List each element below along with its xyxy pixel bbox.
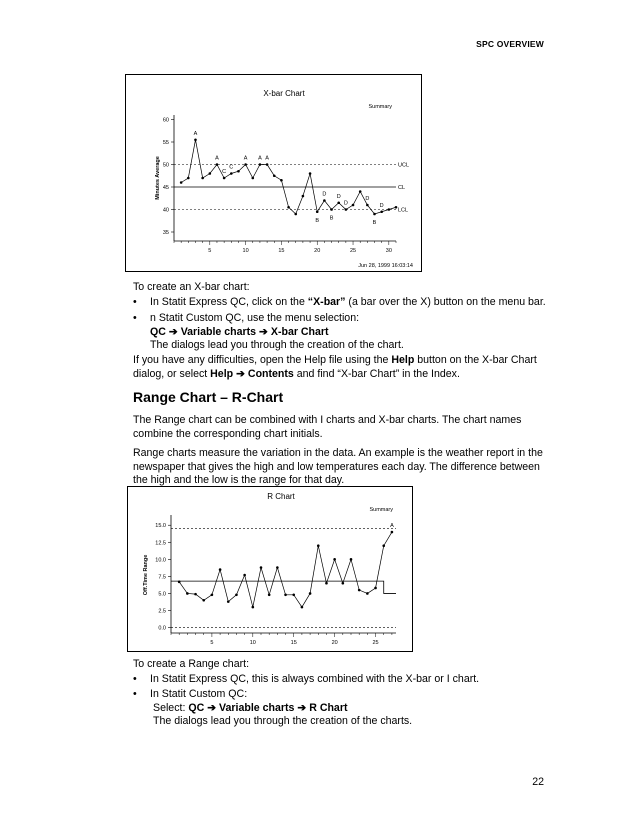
- data-point: [223, 177, 226, 180]
- xbar-bullet-2-text: n Statit Custom QC, use the menu selection:: [150, 312, 360, 324]
- help-text-2: button on the X-bar Chart: [414, 354, 537, 366]
- xbar-ylabel: Minutes Average: [155, 156, 161, 200]
- arrow-icon: ➔: [207, 701, 217, 714]
- data-point: [316, 210, 319, 213]
- y-tick-label: 55: [162, 140, 169, 146]
- point-annotation: B: [329, 215, 334, 222]
- data-point: [273, 174, 276, 177]
- data-point: [227, 600, 230, 603]
- data-point: [244, 163, 247, 166]
- y-tick-label: 40: [162, 207, 169, 214]
- data-point: [194, 593, 197, 596]
- point-annotation: D: [336, 193, 341, 200]
- data-point: [251, 177, 254, 180]
- range-paragraph-2: [133, 447, 573, 488]
- bullet-icon: •: [133, 688, 137, 700]
- r-summary-label: Summary: [369, 507, 393, 513]
- page-number: 22: [532, 776, 544, 788]
- point-annotation: B: [315, 217, 320, 224]
- data-point: [359, 190, 362, 193]
- data-point: [352, 204, 355, 207]
- data-point: [276, 566, 279, 569]
- xbar-timestamp: Jun 28, 1999 16:03:14: [358, 263, 413, 269]
- data-point: [330, 208, 333, 211]
- bullet-icon: •: [133, 312, 137, 324]
- data-point: [342, 582, 345, 585]
- data-point: [260, 566, 263, 569]
- menu-qc: QC: [150, 325, 166, 338]
- y-tick-label: 15.0: [155, 523, 166, 530]
- r-chart: [127, 486, 413, 652]
- data-point: [280, 179, 283, 182]
- x-tick-label: 30: [385, 248, 392, 254]
- bullet-icon: •: [133, 296, 137, 308]
- arrow-icon: ➔: [297, 701, 307, 714]
- help-text-4: and find “X-bar Chart” in the Index.: [293, 367, 460, 380]
- menu-contents: Contents: [247, 367, 294, 380]
- point-annotation: D: [343, 200, 348, 207]
- data-point: [252, 606, 255, 609]
- point-annotation: A: [265, 155, 269, 162]
- xbar-chart: [125, 74, 422, 272]
- y-tick-label: 60: [162, 117, 169, 124]
- data-point: [374, 587, 377, 590]
- data-point: [216, 163, 219, 166]
- data-point: [211, 594, 214, 597]
- data-point: [209, 172, 212, 175]
- y-tick-label: 7.5: [158, 574, 166, 581]
- menu-variable-charts: Variable charts: [219, 701, 295, 714]
- help-text-1: If you have any difficulties, open the Help file using the: [133, 354, 392, 366]
- data-point: [194, 138, 197, 141]
- data-point: [337, 201, 340, 204]
- point-annotation: C: [222, 169, 227, 175]
- range-p2-line2: newspaper that gives the high and low temperatures each day. The difference between: [133, 460, 540, 473]
- data-point: [309, 592, 312, 595]
- xbar-bullet-1-text-end: (a bar over the X) button on the menu bar.: [345, 296, 546, 308]
- xbar-chart-title: X-bar Chart: [263, 89, 305, 98]
- x-tick-label: 10: [249, 640, 256, 646]
- x-tick-label: 15: [278, 248, 285, 254]
- x-tick-label: 15: [290, 640, 297, 646]
- arrow-icon: ➔: [259, 325, 268, 338]
- xbar-button-name: “X-bar”: [307, 296, 346, 308]
- point-annotation: C: [229, 164, 234, 171]
- range-p1-line1: The Range chart can be combined with I charts and X-bar charts. The chart names: [133, 414, 522, 426]
- data-point: [302, 195, 305, 198]
- data-point: [391, 531, 394, 534]
- range-bullet-2-note: The dialogs lead you through the creation of the charts.: [153, 715, 413, 727]
- series-line: [181, 140, 396, 214]
- arrow-icon: ➔: [236, 367, 245, 380]
- point-annotation: A: [243, 155, 248, 162]
- point-annotation: D: [365, 196, 370, 202]
- y-tick-label: 0.0: [158, 625, 166, 632]
- y-tick-label: 10.0: [155, 557, 166, 564]
- data-point: [380, 210, 383, 213]
- x-tick-label: 20: [314, 248, 321, 254]
- data-point: [325, 582, 328, 585]
- xbar-bullet-1-text: In Statit Express QC, click on the: [150, 296, 308, 308]
- cl-label: CL: [398, 185, 406, 191]
- data-point: [309, 172, 312, 175]
- data-point: [358, 589, 361, 592]
- data-point: [187, 177, 190, 180]
- data-point: [292, 594, 295, 597]
- x-tick-label: 10: [242, 248, 249, 254]
- y-tick-label: 45: [162, 185, 169, 191]
- menu-variable-charts: Variable charts: [180, 325, 257, 338]
- data-point: [350, 558, 353, 561]
- x-tick-label: 5: [208, 248, 212, 254]
- menu-r-chart: R Chart: [309, 701, 348, 714]
- help-text-3: dialog, or select: [133, 367, 211, 380]
- x-tick-label: 20: [331, 640, 338, 646]
- range-p2-line1: Range charts measure the variation in the data. An example is the weather report in the: [133, 447, 543, 459]
- data-point: [202, 599, 205, 602]
- range-bullet-1-text: In Statit Express QC, this is always combined with the X-bar or I chart.: [150, 673, 480, 685]
- data-point: [186, 592, 189, 595]
- data-point: [243, 574, 246, 577]
- xbar-bullet-2-note: The dialogs lead you through the creation of the chart.: [150, 339, 404, 351]
- point-annotation: D: [379, 202, 384, 209]
- data-point: [230, 172, 233, 175]
- data-point: [345, 208, 348, 211]
- point-annotation: A: [258, 155, 262, 162]
- range-paragraph-1: [133, 414, 573, 441]
- point-annotation: A: [193, 130, 198, 137]
- lcl-label: LCL: [398, 207, 409, 214]
- ucl-label: UCL: [398, 162, 410, 169]
- help-paragraph: [133, 354, 573, 381]
- range-p2-line3: the high and the low is the range for that day.: [133, 474, 345, 486]
- menu-xbar-chart: X-bar Chart: [270, 325, 329, 338]
- data-point: [287, 206, 290, 209]
- range-chart-heading: Range Chart – R-Chart: [133, 389, 284, 405]
- data-point: [323, 199, 326, 202]
- data-point: [284, 594, 287, 597]
- menu-qc: QC: [188, 701, 205, 714]
- section-header: SPC OVERVIEW: [476, 39, 544, 49]
- y-tick-label: 12.5: [155, 540, 166, 547]
- range-p1-line2: combine the corresponding chart initials.: [133, 427, 323, 440]
- y-tick-label: 2.5: [158, 608, 166, 615]
- data-point: [219, 568, 222, 571]
- menu-help: Help: [210, 367, 234, 380]
- data-point: [294, 213, 297, 216]
- point-annotation: A: [215, 155, 219, 162]
- data-point: [388, 208, 391, 211]
- data-point: [268, 594, 271, 597]
- data-point: [201, 177, 204, 180]
- data-point: [373, 213, 376, 216]
- range-intro: To create a Range chart:: [133, 658, 250, 670]
- xbar-summary-label: Summary: [368, 104, 392, 110]
- r-ylabel: Off.Time Range: [143, 554, 149, 596]
- y-tick-label: 50: [162, 162, 169, 169]
- xbar-intro: To create an X-bar chart:: [133, 281, 250, 293]
- r-chart-title: R Chart: [267, 492, 295, 501]
- data-point: [395, 206, 398, 209]
- data-point: [235, 594, 238, 597]
- arrow-icon: ➔: [168, 325, 178, 338]
- data-point: [180, 181, 183, 184]
- x-tick-label: 5: [210, 640, 214, 646]
- bullet-icon: •: [133, 673, 137, 685]
- data-point: [382, 544, 385, 547]
- data-point: [317, 544, 320, 547]
- data-point: [333, 558, 336, 561]
- data-point: [301, 606, 304, 609]
- data-point: [259, 163, 262, 166]
- y-tick-label: 5.0: [158, 591, 166, 598]
- help-button-name: Help: [391, 354, 415, 366]
- range-bullet-2-text: In Statit Custom QC:: [150, 688, 248, 700]
- data-point: [178, 581, 181, 584]
- data-point: [237, 170, 240, 173]
- data-point: [366, 204, 369, 207]
- data-point: [366, 592, 369, 595]
- point-annotation: D: [322, 191, 327, 198]
- y-tick-label: 35: [162, 230, 169, 236]
- x-tick-label: 25: [372, 640, 379, 646]
- select-label: Select:: [153, 701, 189, 714]
- data-point: [266, 163, 269, 166]
- x-tick-label: 25: [349, 248, 357, 254]
- point-annotation: A: [390, 523, 394, 530]
- point-annotation: B: [372, 220, 377, 226]
